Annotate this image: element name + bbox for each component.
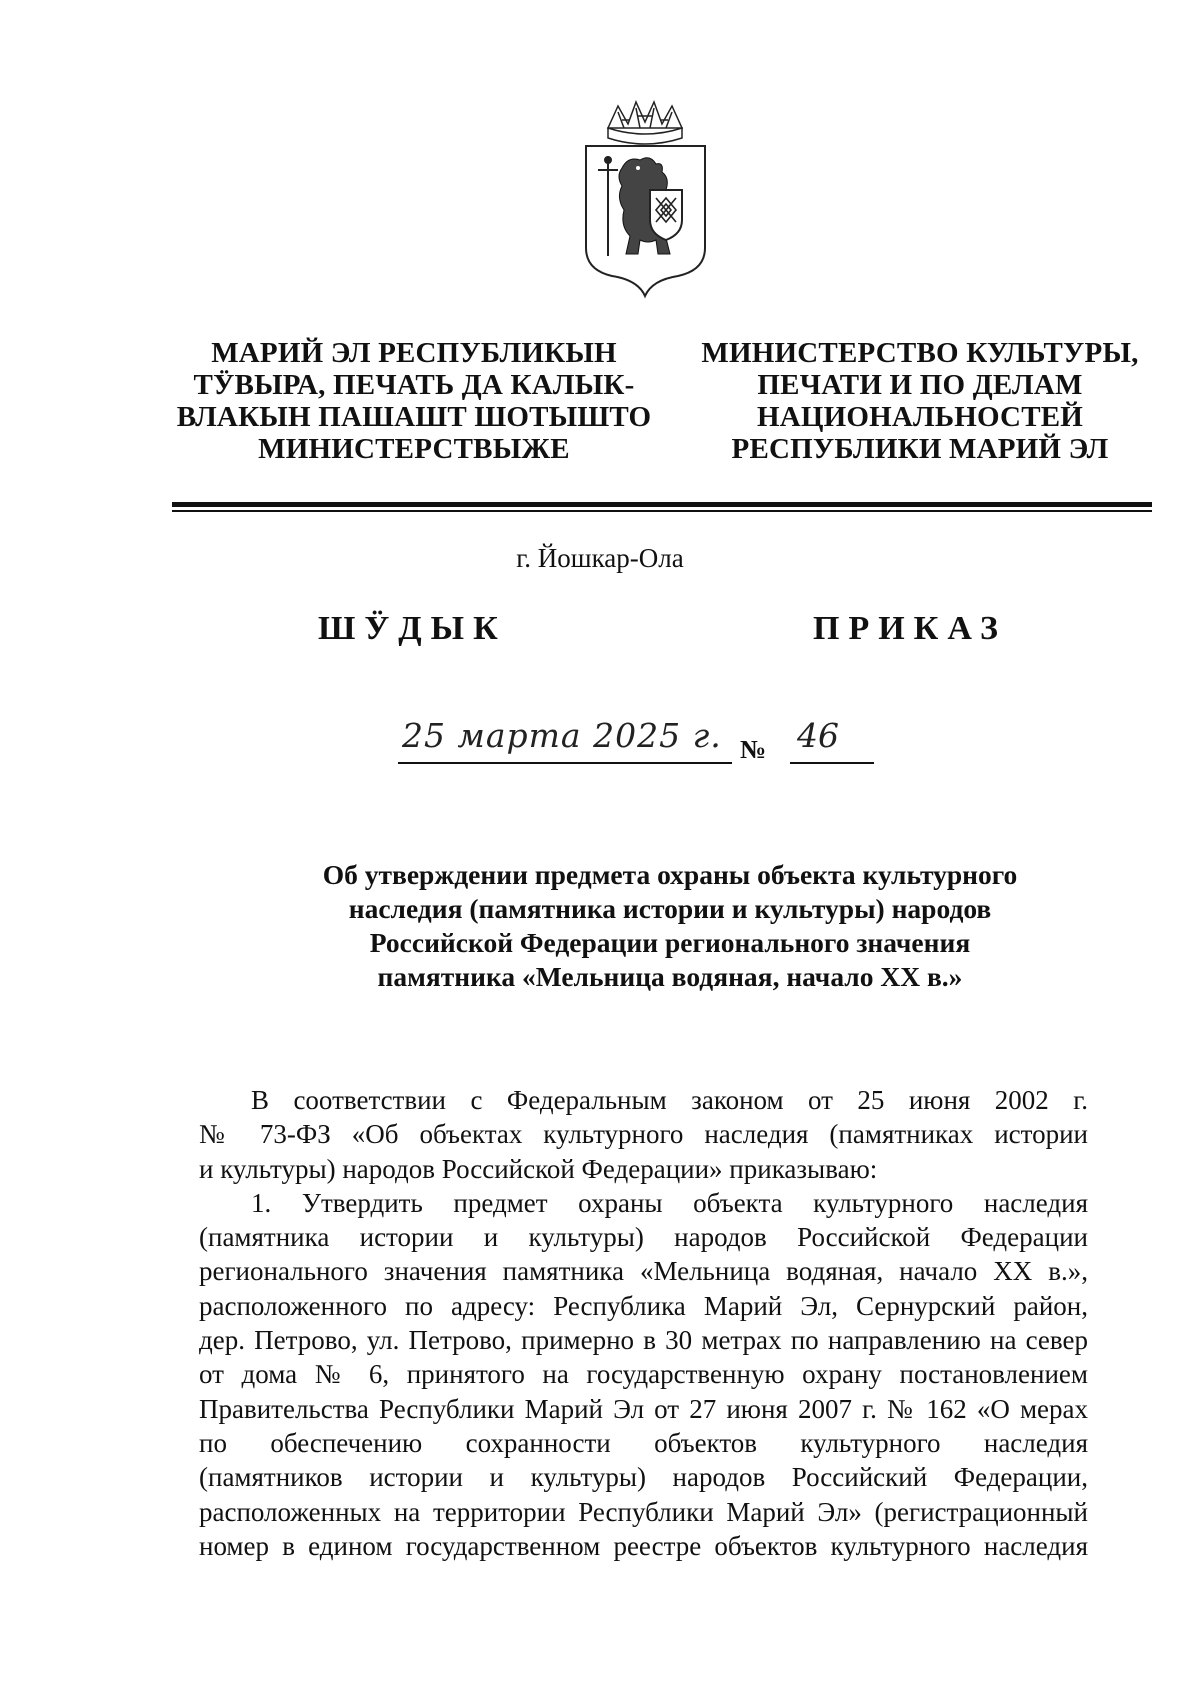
org-line: МАРИЙ ЭЛ РЕСПУБЛИКЫН xyxy=(211,337,617,369)
body-line: расположенных на территории Республики Марий Эл» (регистрационный xyxy=(199,1496,1088,1527)
body-line: 1. Утвердить предмет охраны объекта культурного наследия xyxy=(251,1187,1088,1218)
org-line: НАЦИОНАЛЬНОСТЕЙ xyxy=(756,401,1084,433)
org-line: ПЕЧАТИ И ПО ДЕЛАМ xyxy=(757,369,1083,401)
ministry-name-russian xyxy=(690,337,1150,465)
number-sign: № xyxy=(740,735,767,764)
handwritten-date: 25 марта 2025 г. xyxy=(402,716,722,755)
body-line: (памятников истории и культуры) народов Российский Федерации, xyxy=(199,1462,1088,1493)
header-divider-thick xyxy=(172,502,1152,507)
body-line: Правительства Республики Марий Эл от 27 июня 2007 г. № 162 «О мерах xyxy=(199,1393,1088,1424)
doc-type-russian: ПРИКАЗ xyxy=(813,610,1007,647)
body-line: и культуры) народов Российской Федерации» приказываю: xyxy=(199,1153,878,1184)
body-line: регионального значения памятника «Мельница водяная, начало XX в.», xyxy=(199,1256,1088,1287)
coat-of-arms-icon xyxy=(578,98,713,303)
body-line: номер в едином государственном реестре объектов культурного наследия xyxy=(199,1530,1088,1561)
body-line: по обеспечению сохранности объектов культурного наследия xyxy=(199,1427,1088,1458)
handwritten-number: 46 xyxy=(797,716,839,755)
doc-type-mari: ШӰДЫК xyxy=(318,610,507,647)
body-line: дер. Петрово, ул. Петрово, примерно в 30 метрах по направлению на север xyxy=(199,1325,1088,1356)
city-name: г. Йошкар-Ола xyxy=(516,543,684,573)
org-line: МИНИСТЕРСТВЫЖЕ xyxy=(258,433,570,465)
order-body xyxy=(199,1083,1088,1563)
org-line: ТӰВЫРА, ПЕЧАТЬ ДА КАЛЫК- xyxy=(193,369,635,401)
org-line: МИНИСТЕРСТВО КУЛЬТУРЫ, xyxy=(701,337,1139,369)
title-line: памятника «Мельница водяная, начало XX в.» xyxy=(377,961,963,992)
body-line: (памятника истории и культуры) народов Российской Федерации xyxy=(199,1222,1088,1253)
order-title xyxy=(190,858,1150,994)
body-line: № 73-ФЗ «Об объектах культурного наследия (памятниках истории xyxy=(199,1119,1088,1150)
body-line: В соответствии с Федеральным законом от 25 июня 2002 г. xyxy=(251,1085,1088,1115)
ministry-name-mari xyxy=(170,337,658,465)
title-line: Российской Федерации регионального значения xyxy=(369,927,971,958)
body-line: расположенного по адресу: Республика Марий Эл, Сернурский район, xyxy=(199,1290,1088,1321)
header-divider-thin xyxy=(172,510,1152,512)
title-line: Об утверждении предмета охраны объекта культурного xyxy=(322,859,1018,890)
body-line: от дома № 6, принятого на государственную охрану постановлением xyxy=(199,1359,1088,1390)
org-line: ВЛАКЫН ПАШАШТ ШОТЫШТО xyxy=(176,401,652,433)
title-line: наследия (памятника истории и культуры) народов xyxy=(348,893,992,924)
org-line: РЕСПУБЛИКИ МАРИЙ ЭЛ xyxy=(731,433,1109,465)
